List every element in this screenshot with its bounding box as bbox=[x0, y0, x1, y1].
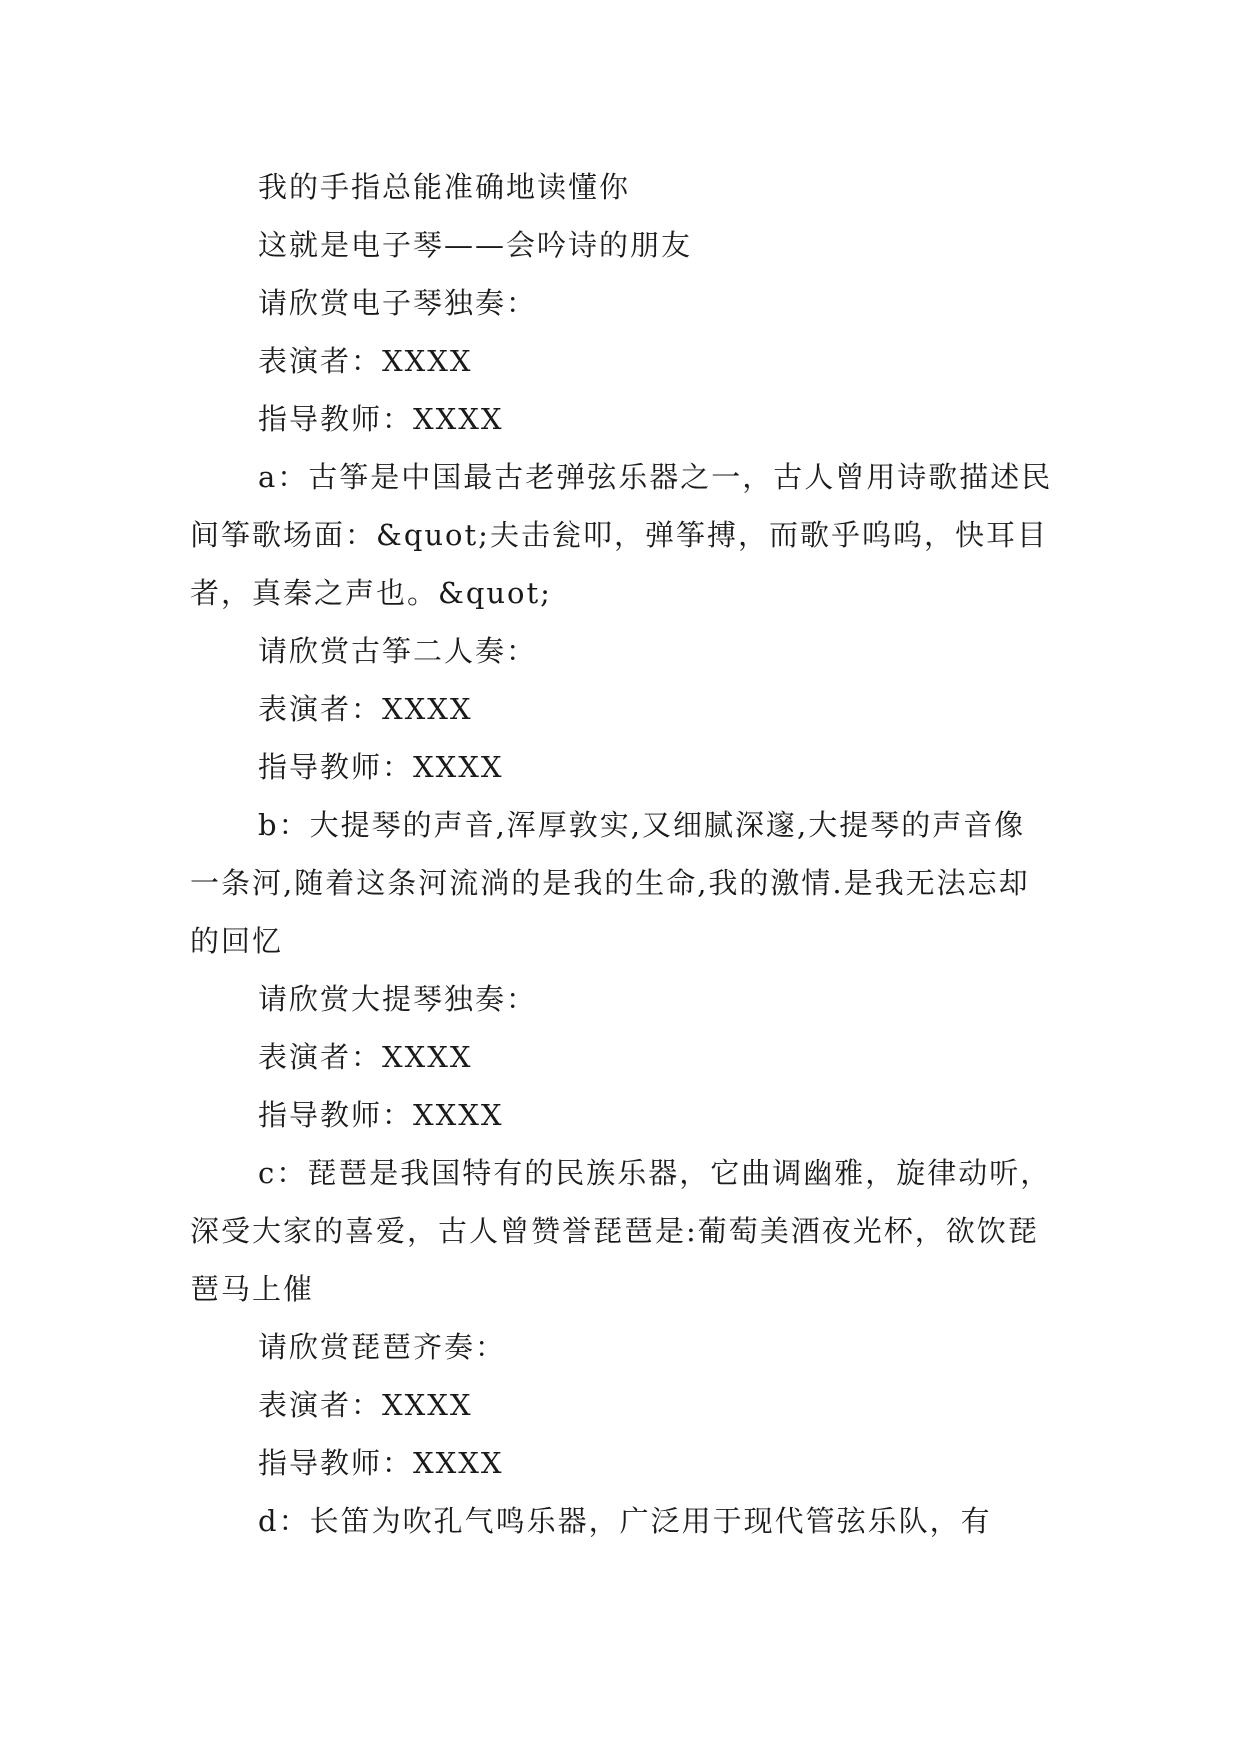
paragraph: a：古筝是中国最古老弹弦乐器之一，古人曾用诗歌描述民间筝歌场面：&quot;夫击瓮叩，弹筝搏，而歌乎呜呜，快耳目者，真秦之声也。&quot; bbox=[190, 460, 1053, 610]
paragraph: 指导教师：XXXX bbox=[258, 750, 504, 784]
paragraph: 请欣赏电子琴独奏： bbox=[258, 286, 538, 320]
paragraph: 指导教师：XXXX bbox=[258, 402, 504, 436]
paragraph: 表演者：XXXX bbox=[258, 344, 473, 378]
paragraph: c：琵琶是我国特有的民族乐器，它曲调幽雅，旋律动听，深受大家的喜爱，古人曾赞誉琵琶是:葡萄美酒夜光杯，欲饮琵琶马上催 bbox=[190, 1156, 1052, 1306]
paragraph: d：长笛为吹孔气鸣乐器，广泛用于现代管弦乐队，有 bbox=[258, 1504, 992, 1538]
paragraph: 表演者：XXXX bbox=[258, 1040, 473, 1074]
paragraph: 表演者：XXXX bbox=[258, 1388, 473, 1422]
paragraph: 指导教师：XXXX bbox=[258, 1098, 504, 1132]
paragraph: 指导教师：XXXX bbox=[258, 1446, 504, 1480]
document-body bbox=[190, 158, 1055, 1550]
paragraph: b：大提琴的声音,浑厚敦实,又细腻深邃,大提琴的声音像一条河,随着这条河流淌的是我的生命,我的激情.是我无法忘却的回忆 bbox=[190, 808, 1030, 958]
paragraph: 请欣赏琵琶齐奏： bbox=[258, 1330, 507, 1364]
paragraph: 表演者：XXXX bbox=[258, 692, 473, 726]
paragraph: 请欣赏古筝二人奏： bbox=[258, 634, 538, 668]
paragraph: 这就是电子琴——会吟诗的朋友 bbox=[258, 228, 693, 262]
paragraph: 请欣赏大提琴独奏： bbox=[258, 982, 538, 1016]
paragraph: 我的手指总能准确地读懂你 bbox=[258, 170, 631, 204]
